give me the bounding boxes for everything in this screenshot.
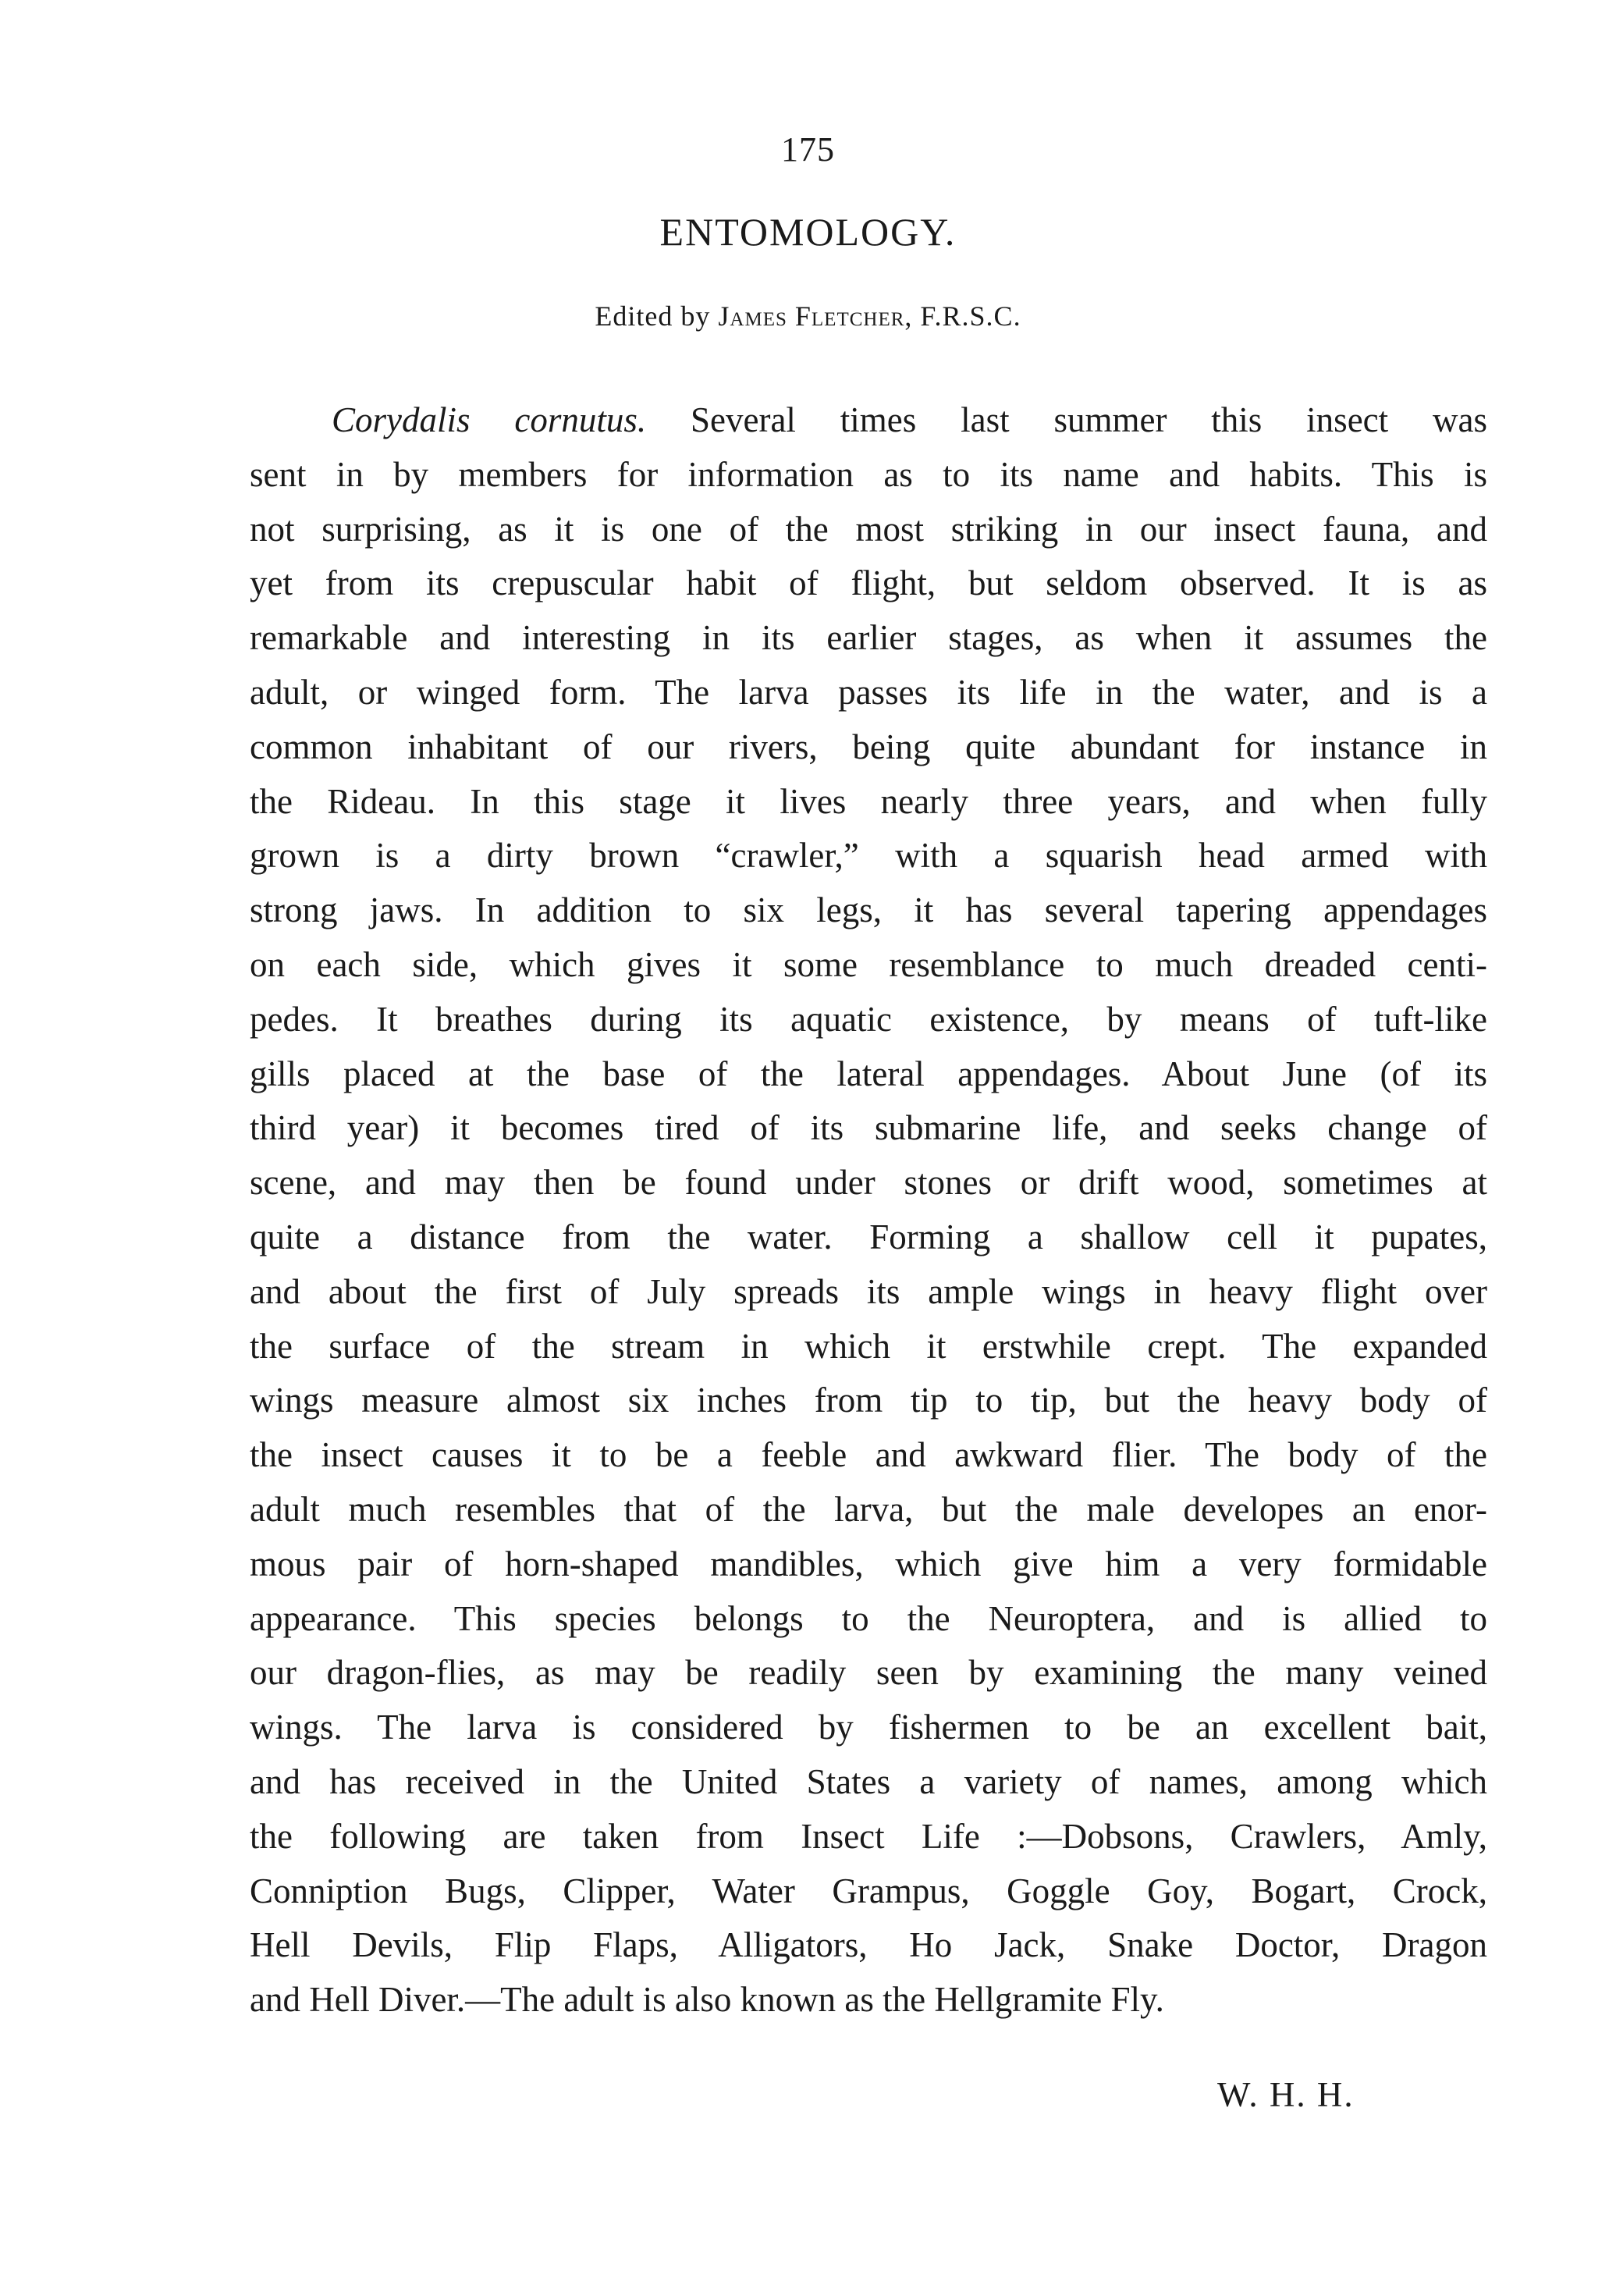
text-line: appearance. This species belongs to the Neuroptera, and is allied to xyxy=(250,1598,1487,1638)
editor-line xyxy=(0,300,1616,332)
text-line: grown is a dirty brown “crawler,” with a squarish head armed with xyxy=(250,836,1487,876)
text-line: the following are taken from Insect Life :—Dobsons, Crawlers, Amly, xyxy=(250,1816,1487,1856)
text-line: remarkable and interesting in its earlier stages, as when it assumes the xyxy=(250,618,1487,658)
text-line: Conniption Bugs, Clipper, Water Grampus, Goggle Goy, Bogart, Crock, xyxy=(250,1871,1487,1910)
text-line: strong jaws. In addition to six legs, it has several tapering appendages xyxy=(250,890,1487,930)
text-line: scene, and may then be found under stones or drift wood, sometimes at xyxy=(250,1163,1487,1203)
text-line: and has received in the United States a variety of names, among which xyxy=(250,1761,1487,1801)
text-line: adult, or winged form. The larva passes its life in the water, and is a xyxy=(250,672,1487,712)
section-title: ENTOMOLOGY. xyxy=(659,210,957,254)
text-line: our dragon-flies, as may be readily seen by examining the many veined xyxy=(250,1653,1487,1693)
text-line: third year) it becomes tired of its submarine life, and seeks change of xyxy=(250,1108,1487,1148)
text-line: on each side, which gives it some resemblance to much dreaded centi- xyxy=(250,944,1487,984)
text-line: pedes. It breathes during its aquatic existence, by means of tuft-like xyxy=(250,999,1487,1039)
text-line: and Hell Diver.—The adult is also known as the Hellgramite Fly. xyxy=(250,1980,1164,2020)
text-line: common inhabitant of our rivers, being quite abundant for instance in xyxy=(250,727,1487,766)
text-line: the surface of the stream in which it erstwhile crept. The expanded xyxy=(250,1326,1487,1366)
text-line: quite a distance from the water. Forming a shallow cell it pupates, xyxy=(250,1217,1487,1256)
text-line: and about the first of July spreads its ample wings in heavy flight over xyxy=(250,1271,1487,1311)
editor-prefix: Edited by xyxy=(595,300,719,332)
text-line: not surprising, as it is one of the most striking in our insect fauna, and xyxy=(250,509,1487,549)
text-line: adult much resembles that of the larva, but the male developes an enor- xyxy=(250,1489,1487,1529)
article-body xyxy=(250,393,1487,2028)
signature: W. H. H. xyxy=(1217,2075,1355,2114)
text-line: sent in by members for information as to its name and habits. This is xyxy=(250,454,1487,494)
editor-name: James Fletcher, F.R.S.C. xyxy=(718,300,1021,332)
text-line-segment: Several times last summer this insect was xyxy=(646,400,1487,439)
text-line: gills placed at the base of the lateral appendages. About June (of its xyxy=(250,1054,1487,1093)
page-number: 175 xyxy=(781,130,835,169)
species-name: Corydalis cornutus. xyxy=(332,400,647,439)
text-line: yet from its crepuscular habit of flight, but seldom observed. It is as xyxy=(250,563,1487,603)
text-line: the Rideau. In this stage it lives nearly three years, and when fully xyxy=(250,781,1487,821)
text-line xyxy=(250,393,1487,448)
text-line: the insect causes it to be a feeble and awkward flier. The body of the xyxy=(250,1435,1487,1475)
text-line: Hell Devils, Flip Flaps, Alligators, Ho Jack, Snake Doctor, Dragon xyxy=(250,1925,1487,1965)
text-line: wings. The larva is considered by fishermen to be an excellent bait, xyxy=(250,1708,1487,1747)
text-line: wings measure almost six inches from tip to tip, but the heavy body of xyxy=(250,1381,1487,1420)
text-line: mous pair of horn-shaped mandibles, which give him a very formidable xyxy=(250,1544,1487,1583)
